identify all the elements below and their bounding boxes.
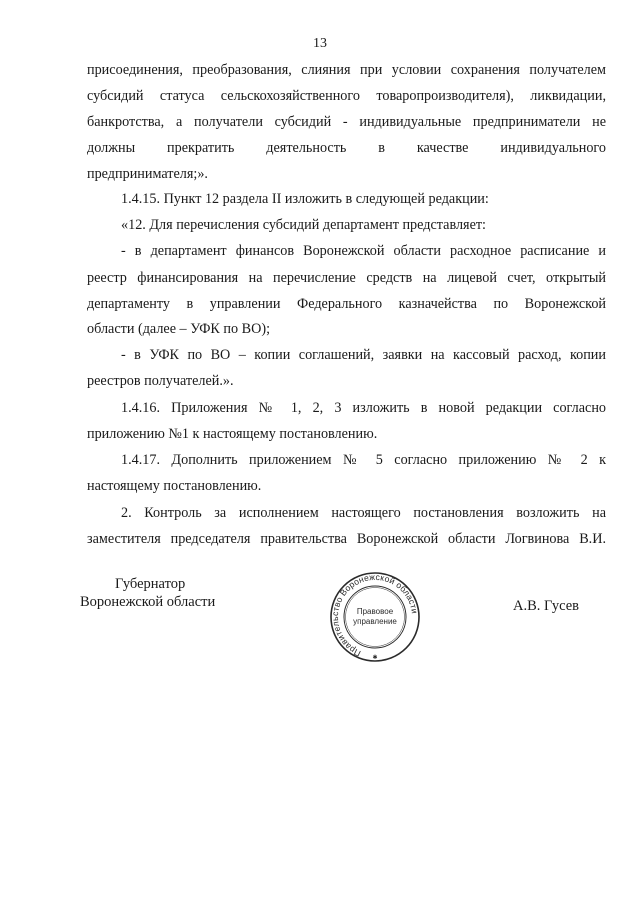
signatory-position-line1: Губернатор — [115, 576, 186, 592]
body-line: субсидий статуса сельскохозяйственного товаропроизводителя), ликвидации, — [87, 88, 606, 104]
body-line: - в УФК по ВО – копии соглашений, заявки на кассовый расход, копии — [121, 347, 606, 363]
body-line: должны прекратить деятельность в качестве индивидуального — [87, 140, 606, 156]
body-line: 1.4.16. Приложения № 1, 2, 3 изложить в новой редакции согласно — [121, 400, 606, 416]
signatory-name: А.В. Гусев — [513, 598, 579, 614]
body-line: присоединения, преобразования, слияния при условии сохранения получателем — [87, 62, 606, 78]
official-seal — [329, 571, 421, 663]
body-line: 1.4.17. Дополнить приложением № 5 согласно приложению № 2 к — [121, 452, 606, 468]
body-line: настоящему постановлению. — [87, 478, 262, 494]
body-line: предпринимателя;». — [87, 166, 208, 182]
body-line: области (далее – УФК по ВО); — [87, 321, 271, 337]
body-line: 2. Контроль за исполнением настоящего постановления возложить на — [121, 505, 606, 521]
seal-star-icon: ✱ — [372, 654, 378, 661]
body-line: «12. Для перечисления субсидий департамент представляет: — [121, 217, 487, 233]
body-line: 1.4.15. Пункт 12 раздела II изложить в следующей редакции: — [121, 191, 489, 207]
seal-outer-text: Правительство Воронежской области — [329, 571, 420, 659]
seal-inner-line2: управление — [353, 617, 397, 626]
body-line: - в департамент финансов Воронежской области расходное расписание и — [121, 243, 606, 259]
body-line: приложению №1 к настоящему постановлению. — [87, 426, 378, 442]
seal-inner-line1: Правовое — [356, 607, 394, 616]
body-line: реестр финансирования на перечисление средств на лицевой счет, открытый — [87, 270, 606, 286]
page-number: 13 — [313, 36, 327, 51]
body-line: банкротства, а получатели субсидий - индивидуальные предприниматели не — [87, 114, 606, 130]
body-line: заместителя председателя правительства Воронежской области Логвинова В.И. — [87, 531, 606, 547]
body-line: департаменту в управлении Федерального казначейства по Воронежской — [87, 296, 606, 312]
body-line: реестров получателей.». — [87, 373, 234, 389]
signatory-position-line2: Воронежской области — [80, 594, 216, 610]
